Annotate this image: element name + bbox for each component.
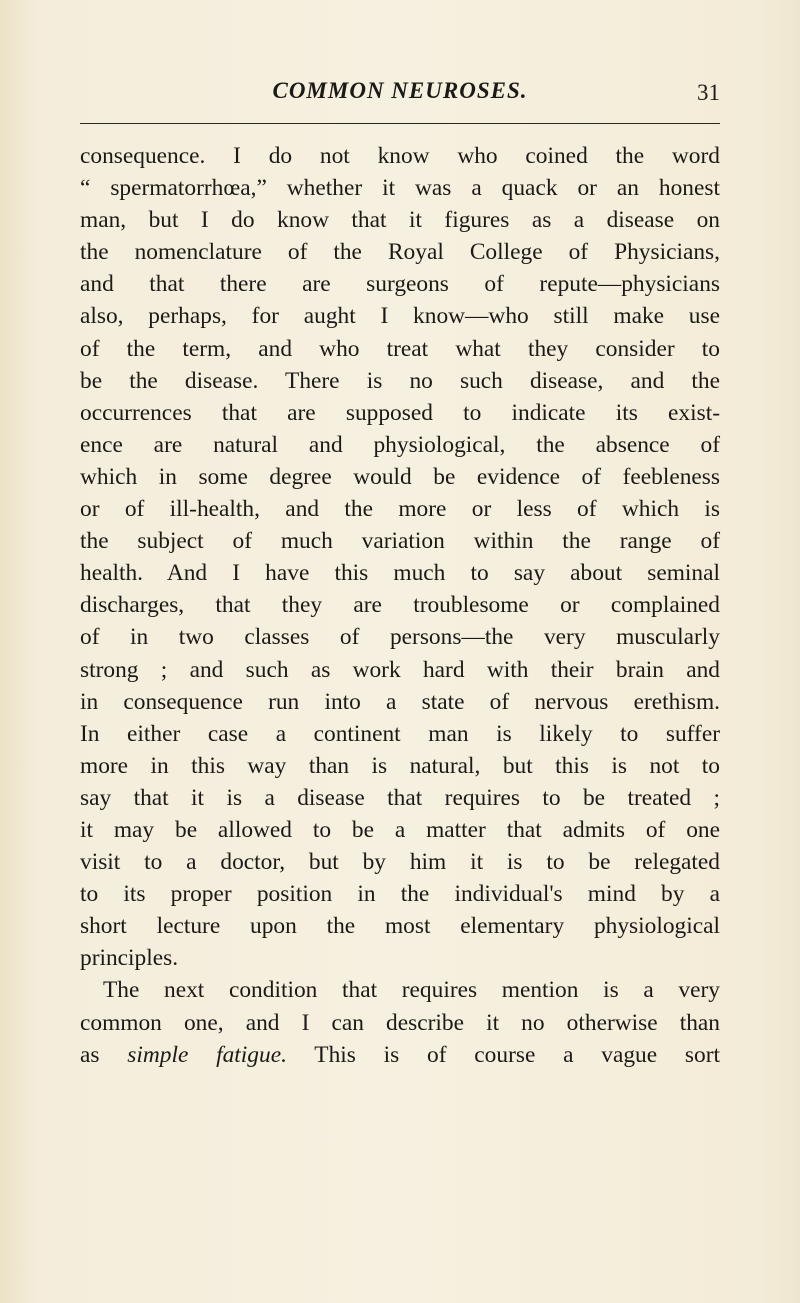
- text-line: the nomenclature of the Royal College of Physicians,: [80, 239, 720, 266]
- text-line: or of ill-health, and the more or less of which is: [80, 496, 720, 523]
- text-line: which in some degree would be evidence of feebleness: [80, 463, 720, 490]
- emphasis-text: simple fatigue.: [127, 1041, 287, 1068]
- text-line: of in two classes of persons—the very muscularly: [80, 624, 720, 651]
- text-run: This is of course a vague sort: [286, 1041, 720, 1068]
- text-line: occurrences that are supposed to indicate its exist-: [80, 399, 720, 426]
- text-line: man, but I do know that it figures as a disease on: [80, 207, 720, 234]
- text-line: short lecture upon the most elementary physiological: [80, 913, 720, 940]
- text-line: In either case a continent man is likely to suffer: [80, 720, 720, 747]
- text-line: it may be allowed to be a matter that admits of one: [80, 816, 720, 843]
- text-line: in consequence run into a state of nervous erethism.: [80, 688, 720, 715]
- text-line: health. And I have this much to say about seminal: [80, 560, 720, 587]
- text-line: also, perhaps, for aught I know—who still make use: [80, 303, 720, 330]
- text-line: ence are natural and physiological, the absence of: [80, 431, 720, 458]
- text-line: discharges, that they are troublesome or complained: [80, 592, 720, 619]
- text-line: say that it is a disease that requires to be treated ;: [80, 784, 720, 811]
- text-line: the subject of much variation within the range of: [80, 528, 720, 555]
- header-rule: [80, 123, 720, 124]
- text-line: “ spermatorrhœa,” whether it was a quack or an honest: [80, 175, 720, 202]
- text-line: be the disease. There is no such disease, and the: [80, 367, 720, 394]
- text-line: strong ; and such as work hard with their brain and: [80, 656, 720, 683]
- text-run: as: [80, 1041, 128, 1068]
- text-line: The next condition that requires mention is a very: [103, 977, 720, 1004]
- text-line: of the term, and who treat what they consider to: [80, 335, 720, 362]
- text-line: visit to a doctor, but by him it is to be relegated: [80, 849, 720, 876]
- running-title: COMMON NEUROSES.: [272, 78, 528, 103]
- paragraph-1: [80, 140, 720, 974]
- paragraph-2: [80, 974, 720, 1070]
- text-line: principles.: [80, 945, 179, 972]
- page-number: 31: [697, 80, 720, 105]
- running-head: [80, 74, 720, 114]
- text-line: consequence. I do not know who coined the word: [80, 143, 720, 169]
- text-line: common one, and I can describe it no otherwise than: [80, 1009, 720, 1036]
- text-line: and that there are surgeons of repute—physicians: [80, 271, 720, 298]
- text-line: [80, 1039, 720, 1071]
- body-text: [80, 140, 720, 1071]
- text-line: more in this way than is natural, but this is not to: [80, 752, 720, 779]
- text-line: to its proper position in the individual's mind by a: [80, 881, 720, 908]
